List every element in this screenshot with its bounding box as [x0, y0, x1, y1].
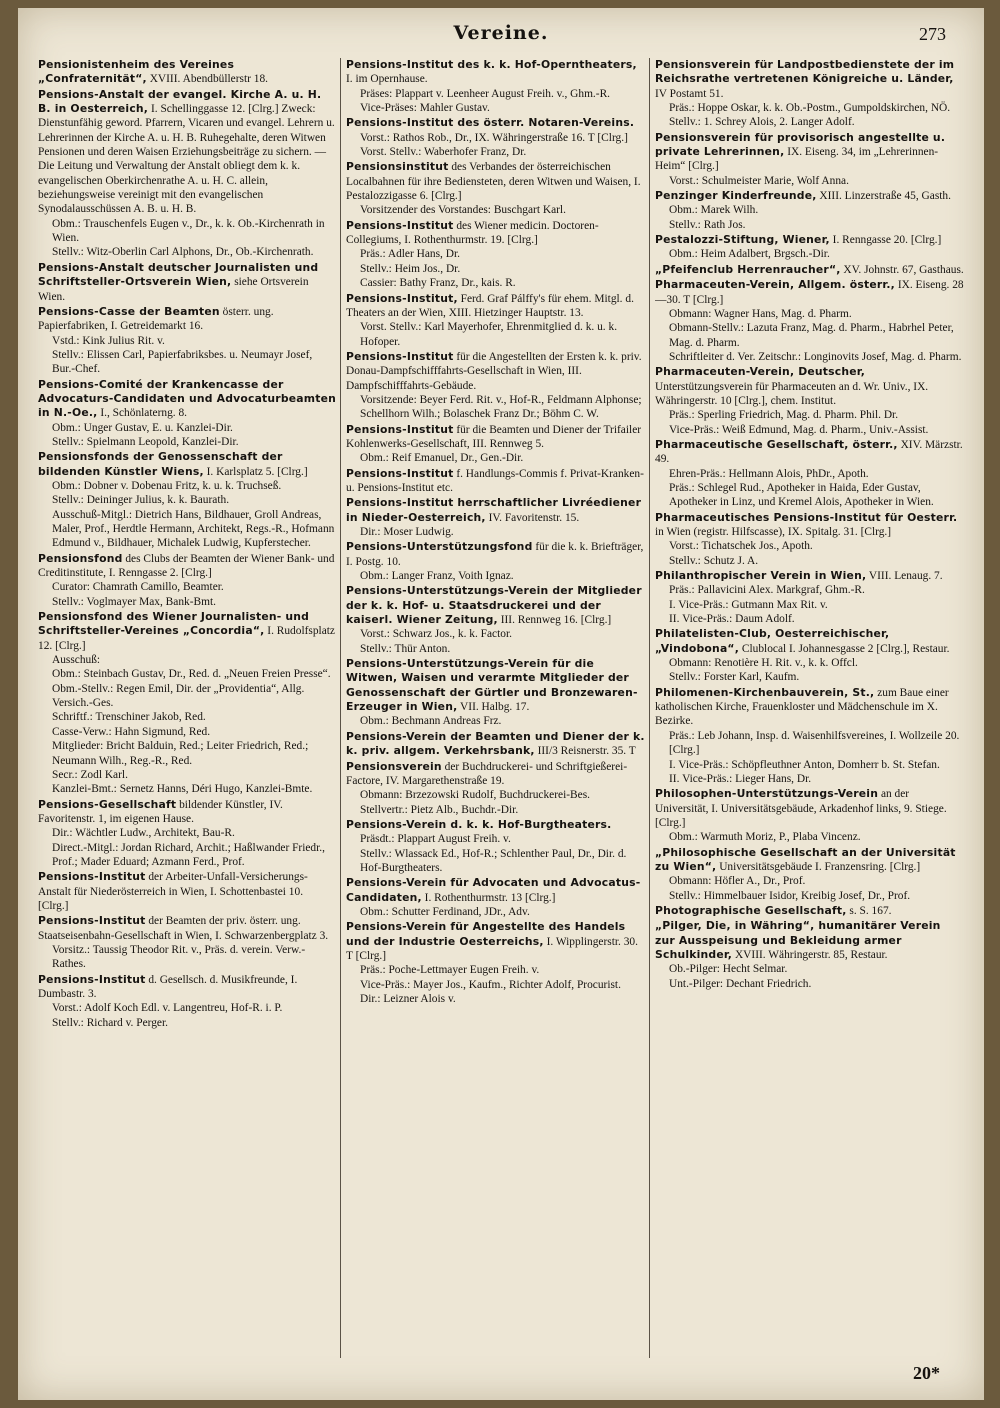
entry-text: IX. Eiseng. 34, im „Lehrerinnen-Heim“ [Clrg.]	[655, 146, 939, 173]
entry-detail-line: Obm.: Dobner v. Dobenau Fritz, k. u. k. Truchseß.	[52, 479, 282, 492]
running-header	[18, 22, 984, 52]
entry-name: Pensions-Verein der Beamten und Diener der k. k. priv. allgem. Verkehrsbank,	[346, 729, 645, 758]
entry-detail-line: II. Vice-Präs.: Daum Adolf.	[669, 613, 795, 626]
columns-container	[38, 58, 964, 1358]
entry-name: Pensions-Institut	[346, 349, 454, 363]
entry-detail-line: Obm.: Langer Franz, Voith Ignaz.	[360, 570, 514, 583]
entry-text: XVIII. Währingerstr. 85, Restaur.	[732, 948, 888, 961]
entry-detail-line: Schriftleiter d. Ver. Zeitschr.: Longinovits Josef, Mag. d. Pharm.	[669, 350, 962, 363]
entry-text: siehe Ortsverein Wien.	[38, 276, 309, 303]
entry-text: I. Wipplingerstr. 30. T [Clrg.]	[346, 935, 638, 962]
entry-text: VIII. Lenaug. 7.	[866, 570, 943, 583]
entry-detail-line: II. Vice-Präs.: Lieger Hans, Dr.	[669, 772, 812, 785]
entry-text: der Arbeiter-Unfall-Versicherungs-Anstalt für Niederösterreich in Wien, I. Schottenbastei 10. [Clrg.]	[38, 871, 308, 912]
entry-text: des Clubs der Beamten der Wiener Bank- und Creditinstitute, I. Renngasse 2. [Clrg.]	[38, 552, 335, 580]
entry-name: Pensions-Unterstützungs-Verein für die Witwen, Waisen und verarmte Mitglieder der Genossenschaft der Gürtler und Bronzewaren-Erzeuger in Wien,	[346, 657, 638, 714]
entry-detail-line: Ausschuß-Mitgl.: Dietrich Hans, Bildhauer, Groll Andreas, Maler, Prof., Herdtle Hermann, Architekt, Regs.-R., Hofmann Edmund v., Bildhauer, Michalek Ludwig, Kupferstecher.	[52, 508, 335, 550]
entry-text: bildender Künstler, IV. Favoritenstr. 1, im eigenen Hause.	[38, 798, 283, 825]
directory-entry	[346, 818, 645, 875]
entry-text: VII. Halbg. 17.	[457, 701, 530, 714]
directory-entry	[346, 584, 645, 656]
entry-detail-line: Stellv.: Elissen Carl, Papierfabriksbes. u. Neumayr Josef, Bur.-Chef.	[52, 348, 313, 376]
entry-name: Pensionsfonds der Genossenschaft der bildenden Künstler Wiens,	[38, 450, 283, 478]
entry-name: Pharmaceutisches Pensions-Institut für Oesterr.	[655, 510, 958, 524]
entry-name: „Pilger, Die, in Währing“, humanitärer Verein zur Ausspeisung und Bekleidung armer Schulkinder,	[655, 919, 941, 961]
entry-detail-line: Vorsitzende: Beyer Ferd. Rit. v., Hof-R., Feldmann Alphonse; Schellhorn Wilh.; Bolaschek Franz Dr.; Böhm C. W.	[360, 393, 642, 421]
entry-text: XIII. Linzerstraße 45, Gasth.	[816, 190, 951, 203]
entry-name: Photographische Gesellschaft,	[655, 903, 847, 917]
entry-detail-line: Kanzlei-Bmt.: Sernetz Hanns, Déri Hugo, Kanzlei-Bmte.	[52, 783, 313, 796]
entry-text: I. Schellinggasse 12. [Clrg.] Zweck: Dienstunfähig geword. Pfarrern, Vicaren und evangel. Lehrern u. Lehrerinnen der Kirche A. u. H. B. Ruhegehalte, deren Witwen Pensionen und deren Waisen Erziehungsbeiträge zu sichern. — Die Leitung und Verwaltung der Anstalt obliegt dem k. k. evangelischen Oberkirchenrathe A. u. H. C. allein, beziehungsweise vereinigt mit den evangelischen Synodalausschüssen A. B. u. H. B.	[38, 103, 335, 216]
entry-text: I., Schönlaterng. 8.	[97, 407, 188, 420]
directory-entry	[655, 846, 964, 903]
entry-text: IX. Eiseng. 28—30. T [Clrg.]	[655, 279, 964, 306]
entry-name: Philosophen-Unterstützungs-Verein	[655, 787, 879, 801]
entry-detail-line: Vice-Präses: Mahler Gustav.	[360, 102, 490, 115]
directory-entry	[346, 350, 645, 422]
entry-text: XIV. Märzstr. 49.	[655, 438, 963, 466]
entry-text: IV. Favoritenstr. 15.	[485, 511, 580, 524]
entry-detail-line: Obm.: Steinbach Gustav, Dr., Red. d. „Neuen Freien Presse“.	[52, 668, 331, 681]
entry-detail-line: Präs.: Sperling Friedrich, Mag. d. Pharm. Phil. Dr.	[669, 409, 899, 422]
entry-detail-line: Obm.-Stellv.: Regen Emil, Dir. der „Providentia“, Allg. Versich.-Ges.	[52, 682, 305, 710]
entry-detail-line: Obmann-Stellv.: Lazuta Franz, Mag. d. Pharm., Habrhel Peter, Mag. d. Pharm.	[669, 322, 954, 349]
entry-detail-line: Stellv.: Wlassack Ed., Hof-R.; Schlenther Paul, Dr., Dir. d. Hof-Burgtheaters.	[360, 847, 627, 874]
entry-detail-line: Obmann: Höfler A., Dr., Prof.	[669, 875, 806, 888]
entry-detail-line: Vorst.: Tichatschek Jos., Apoth.	[669, 540, 813, 553]
entry-detail-line: Obm.: Unger Gustav, E. u. Kanzlei-Dir.	[52, 421, 233, 434]
entry-name: Philatelisten-Club, Oesterreichischer, „Vindobona“,	[655, 627, 890, 655]
page-number: 273	[919, 24, 946, 44]
entry-name: Pensions-Casse der Beamten	[38, 304, 220, 318]
directory-entry	[346, 423, 645, 466]
directory-entry	[346, 540, 645, 583]
entry-text: zum Baue einer katholischen Kirche, Frauenkloster und Mädchenschule im X. Bezirke.	[655, 686, 949, 728]
entry-name: Pensions-Institut	[38, 870, 146, 884]
column-left	[38, 58, 336, 1358]
entry-name: Penzinger Kinderfreunde,	[655, 189, 817, 203]
entry-name: Pensions-Gesellschaft	[38, 797, 177, 811]
entry-name: Pensions-Institut des österr. Notaren-Vereins.	[346, 116, 635, 130]
entry-text: Universitätsgebäude I. Franzensring. [Clrg.]	[716, 860, 921, 873]
directory-entry	[655, 58, 964, 130]
entry-name: Pensionsfond	[38, 551, 123, 565]
entry-detail-line: Vorst. Stellv.: Karl Mayerhofer, Ehrenmitglied d. k. u. k. Hofoper.	[360, 321, 618, 348]
entry-name: Pensions-Unterstützungs-Verein der Mitglieder der k. k. Hof- u. Staatsdruckerei und der kaiserl. Wiener Zeitung,	[346, 584, 642, 627]
page-title: Vereine.	[453, 22, 549, 44]
entry-text: XVIII. Abendbüllerstr 18.	[146, 73, 269, 86]
entry-name: Pensions-Institut,	[346, 291, 458, 305]
directory-entry	[38, 798, 336, 870]
entry-detail-line: Stellv.: 1. Schrey Alois, 2. Langer Adolf.	[669, 116, 855, 129]
entry-detail-line: Präs.: Poche-Lettmayer Eugen Freih. v.	[360, 964, 540, 977]
entry-detail-line: Vorst.: Schwarz Jos., k. k. Factor.	[360, 628, 512, 641]
entry-detail-line: Stellv.: Forster Karl, Kaufm.	[669, 671, 800, 684]
directory-entry	[655, 627, 964, 684]
entry-detail-line: Präses: Plappart v. Leenheer August Freih. v., Ghm.-R.	[360, 87, 611, 100]
entry-detail-line: I. Vice-Präs.: Schöpfleuthner Anton, Domherr b. St. Stefan.	[669, 758, 940, 771]
directory-entry	[655, 438, 964, 510]
signature-mark: 20*	[913, 1363, 940, 1383]
entry-detail-line: Stellv.: Spielmann Leopold, Kanzlei-Dir.	[52, 435, 239, 448]
entry-detail-line: Ausschuß:	[52, 654, 101, 667]
entry-detail-line: Vice-Präs.: Mayer Jos., Kaufm., Richter Adolf, Procurist.	[360, 978, 621, 991]
entry-detail-line: Vstd.: Kink Julius Rit. v.	[52, 334, 165, 347]
entry-detail-line: Vorst.: Rathos Rob., Dr., IX. Währingerstraße 16. T [Clrg.]	[360, 131, 628, 144]
directory-entry	[346, 292, 645, 349]
entry-text: d. Gesellsch. d. Musikfreunde, I. Dumbastr. 3.	[38, 973, 298, 1000]
entry-detail-line: Stellv.: Himmelbauer Isidor, Kreibig Josef, Dr., Prof.	[669, 889, 911, 902]
entry-text: I. Karlsplatz 5. [Clrg.]	[203, 465, 308, 478]
entry-text: für die k. k. Briefträger, I. Postg. 10.	[346, 541, 644, 568]
entry-detail-line: Stellv.: Heim Jos., Dr.	[360, 262, 461, 275]
entry-text: s. S. 167.	[846, 904, 892, 917]
entry-name: Pensionsverein	[346, 759, 442, 773]
entry-detail-line: Vorsitz.: Taussig Theodor Rit. v., Präs. d. verein. Verw.-Rathes.	[52, 943, 306, 971]
entry-text: an der Universität, I. Universitätsgebäude, Arkadenhof links, 9. Stiege. [Clrg.]	[655, 788, 947, 829]
entry-text: österr. ung. Papierfabriken, I. Getreidemarkt 16.	[38, 305, 274, 333]
entry-detail-line: Obm.: Schutter Ferdinand, JDr., Adv.	[360, 905, 530, 918]
column-middle	[346, 58, 645, 1358]
entry-detail-line: Casse-Verw.: Hahn Sigmund, Red.	[52, 725, 211, 738]
entry-detail-line: Obm.: Trauschenfels Eugen v., Dr., k. k. Ob.-Kirchenrath in Wien.	[52, 217, 325, 245]
entry-text: I. im Opernhause.	[346, 73, 428, 86]
directory-entry	[655, 511, 964, 568]
entry-text: der Beamten der priv. österr. ung. Staatseisenbahn-Gesellschaft in Wien, I. Schwarzenbergplatz 3.	[38, 915, 329, 942]
directory-entry	[655, 189, 964, 232]
book-page	[18, 8, 984, 1400]
entry-detail-line: Obm.: Marek Wilh.	[669, 204, 759, 217]
entry-name: Pensions-Institut	[346, 218, 454, 232]
entry-name: Pensions-Institut des k. k. Hof-Operntheaters,	[346, 58, 637, 71]
entry-detail-line: Stellv.: Rath Jos.	[669, 218, 746, 231]
entry-text: I. Rudolfsplatz 12. [Clrg.]	[38, 625, 335, 652]
entry-name: Pensionistenheim des Vereines „Confraternität“,	[38, 58, 235, 86]
entry-detail-line: Präs.: Hoppe Oskar, k. k. Ob.-Postm., Gumpoldskirchen, NÖ.	[669, 102, 951, 115]
entry-detail-line: Präs.: Schlegel Rud., Apotheker in Haida, Eder Gustav, Apotheker in Linz, und Kremel Alois, Apotheker in Wien.	[669, 481, 934, 509]
entry-name: Pensionsverein für provisorisch angestellte u. private Lehrerinnen,	[655, 130, 946, 159]
directory-entry	[346, 920, 645, 1006]
entry-detail-line: Stellvertr.: Pietz Alb., Buchdr.-Dir.	[360, 803, 519, 816]
entry-name: Pensions-Unterstützungsfond	[346, 540, 533, 554]
entry-detail-line: Mitglieder: Bricht Balduin, Red.; Leiter Friedrich, Red.; Neumann Wilh., Reg.-R., Red.	[52, 740, 309, 767]
directory-entry	[346, 58, 645, 115]
entry-name: Pensionsfond des Wiener Journalisten- und Schriftsteller-Vereines „Concordia“,	[38, 610, 310, 638]
entry-detail-line: Stellv.: Richard v. Perger.	[52, 1016, 168, 1029]
entry-name: Pestalozzi-Stiftung, Wiener,	[655, 233, 830, 247]
entry-detail-line: Dir.: Moser Ludwig.	[360, 526, 454, 538]
entry-text: der Buchdruckerei- und Schriftgießerei-Factore, IV. Margarethenstraße 19.	[346, 760, 628, 787]
entry-detail-line: Präs.: Leb Johann, Insp. d. Waisenhilfsvereines, I. Wollzeile 20. [Clrg.]	[669, 729, 960, 757]
directory-entry	[38, 552, 336, 609]
entry-name: Philanthropischer Verein in Wien,	[655, 569, 867, 583]
entry-detail-line: Vorst.: Adolf Koch Edl. v. Langentreu, Hof-R. i. P.	[52, 1002, 283, 1015]
entry-text: für die Beamten und Diener der Trifailer Kohlenwerks-Gesellschaft, III. Rennweg 5.	[346, 423, 642, 450]
directory-entry	[346, 657, 645, 729]
directory-entry	[655, 686, 964, 786]
entry-detail-line: Obm.: Reif Emanuel, Dr., Gen.-Dir.	[360, 452, 524, 465]
entry-name: Pensions-Institut	[38, 972, 146, 986]
entry-name: Pensions-Comité der Krankencasse der Advocaturs-Candidaten und Advocaturbeamten in N.-Oe.,	[38, 377, 336, 420]
entry-detail-line: Ob.-Pilger: Hecht Selmar.	[669, 963, 788, 976]
entry-detail-line: Präs.: Adler Hans, Dr.	[360, 248, 460, 261]
entry-detail-line: Stellv.: Schutz J. A.	[669, 554, 759, 567]
directory-entry	[655, 365, 964, 437]
directory-entry	[38, 450, 336, 550]
entry-detail-line: Obmann: Wagner Hans, Mag. d. Pharm.	[669, 307, 852, 320]
directory-entry	[38, 378, 336, 450]
entry-name: Pensions-Institut	[346, 422, 454, 436]
entry-text: III. Rennweg 16. [Clrg.]	[497, 614, 612, 627]
entry-detail-line: Obmann: Brzezowski Rudolf, Buchdruckerei-Bes.	[360, 789, 590, 802]
directory-entry	[38, 914, 336, 971]
entry-detail-line: I. Vice-Präs.: Gutmann Max Rit. v.	[669, 598, 828, 611]
entry-text: IV Postamt 51.	[655, 87, 724, 100]
entry-name: Pensions-Anstalt der evangel. Kirche A. u. H. B. in Oesterreich,	[38, 87, 322, 116]
directory-entry	[38, 305, 336, 377]
entry-detail-line: Präsdt.: Plappart August Freih. v.	[360, 833, 511, 846]
entry-text: Unterstützungsverein für Pharmaceuten an d. Wr. Univ., IX. Währingerstr. 10 [Clrg.], chem. Institut.	[655, 380, 929, 407]
directory-entry	[655, 278, 964, 364]
entry-name: Pensions-Institut	[38, 914, 146, 928]
entry-detail-line: Vorst.: Schulmeister Marie, Wolf Anna.	[669, 174, 849, 187]
directory-entry	[655, 569, 964, 626]
entry-detail-line: Cassier: Bathy Franz, Dr., kais. R.	[360, 277, 516, 290]
entry-text: III/3 Reisnerstr. 35. T	[534, 745, 636, 758]
directory-entry	[38, 610, 336, 796]
entry-detail-line: Ehren-Präs.: Hellmann Alois, PhDr., Apoth.	[669, 467, 869, 480]
directory-entry	[346, 496, 645, 539]
directory-entry	[346, 760, 645, 817]
directory-entry	[655, 919, 964, 991]
directory-entry	[38, 261, 336, 304]
directory-entry	[38, 88, 336, 260]
entry-name: Philomenen-Kirchenbauverein, St.,	[655, 685, 875, 699]
entry-name: Pensions-Anstalt deutscher Journalisten und Schriftsteller-Ortsverein Wien,	[38, 260, 319, 289]
directory-entry	[38, 973, 336, 1030]
entry-detail-line: Obm.: Heim Adalbert, Brgsch.-Dir.	[669, 248, 830, 261]
entry-detail-line: Unt.-Pilger: Dechant Friedrich.	[669, 977, 812, 990]
column-divider	[340, 58, 341, 1358]
entry-text: XV. Johnstr. 67, Gasthaus.	[840, 263, 964, 276]
entry-name: „Pfeifenclub Herrenraucher“,	[655, 262, 841, 276]
entry-text: in Wien (registr. Hilfscasse), IX. Spitalg. 31. [Clrg.]	[655, 526, 892, 538]
entry-text: für die Angestellten der Ersten k. k. priv. Donau-Dampfschifffahrts-Gesellschaft in Wien, III. Dampfschifffahrts-Gebäude.	[346, 350, 642, 392]
entry-text: I. Rothenthurmstr. 13 [Clrg.]	[421, 891, 556, 904]
entry-name: Pensions-Verein d. k. k. Hof-Burgtheaters.	[346, 817, 612, 831]
entry-detail-line: Stellv.: Witz-Oberlin Carl Alphons, Dr., Ob.-Kirchenrath.	[52, 246, 314, 259]
directory-entry	[346, 116, 645, 159]
entry-name: Pharmaceuten-Verein, Allgem. österr.,	[655, 278, 895, 292]
directory-entry	[346, 160, 645, 217]
entry-detail-line: Stellv.: Thür Anton.	[360, 642, 451, 655]
entry-detail-line: Dir.: Leizner Alois v.	[360, 993, 456, 1005]
entry-detail-line: Obm.: Bechmann Andreas Frz.	[360, 715, 502, 728]
entry-name: Pensions-Verein für Advocaten und Advocatus-Candidaten,	[346, 876, 641, 904]
entry-name: Pharmaceutische Gesellschaft, österr.,	[655, 437, 898, 451]
directory-entry	[655, 233, 964, 262]
entry-detail-line: Dir.: Wächtler Ludw., Architekt, Bau-R.	[52, 827, 235, 840]
directory-entry	[655, 904, 964, 918]
entry-name: Pensionsverein für Landpostbedienstete der im Reichsrathe vertretenen Königreiche u. Länder,	[655, 58, 955, 86]
entry-detail-line: Stellv.: Voglmayer Max, Bank-Bmt.	[52, 595, 216, 608]
directory-entry	[38, 870, 336, 913]
directory-entry	[655, 787, 964, 844]
entry-name: Pensionsinstitut	[346, 160, 449, 174]
entry-text: Clublocal I. Johannesgasse 2 [Clrg.], Restaur.	[739, 642, 950, 655]
directory-entry	[346, 876, 645, 919]
directory-entry	[346, 219, 645, 291]
entry-detail-line: Stellv.: Deininger Julius, k. k. Baurath.	[52, 494, 230, 507]
entry-detail-line: Obm.: Warmuth Moriz, P., Plaba Vincenz.	[669, 831, 861, 844]
entry-detail-line: Direct.-Mitgl.: Jordan Richard, Archit.; Haßlwander Friedr., Prof.; Mader Eduard; Azmann Ferd., Prof.	[52, 841, 325, 868]
directory-entry	[655, 263, 964, 277]
entry-text: f. Handlungs-Commis f. Privat-Kranken- u. Pensions-Institut etc.	[346, 467, 644, 494]
entry-detail-line: Präs.: Pallavicini Alex. Markgraf, Ghm.-R.	[669, 584, 865, 597]
column-right	[655, 58, 964, 1358]
entry-detail-line: Vice-Präs.: Weiß Edmund, Mag. d. Pharm., Univ.-Assist.	[669, 423, 929, 436]
entry-text: I. Renngasse 20. [Clrg.]	[829, 234, 942, 247]
entry-detail-line: Vorsitzender des Vorstandes: Buschgart Karl.	[360, 204, 566, 217]
entry-detail-line: Vorst. Stellv.: Waberhofer Franz, Dr.	[360, 146, 527, 159]
directory-entry	[38, 58, 336, 87]
entry-detail-line: Curator: Chamrath Camillo, Beamter.	[52, 581, 224, 594]
entry-detail-line: Obmann: Renotière H. Rit. v., k. k. Offcl.	[669, 657, 858, 670]
entry-text: des Verbandes der österreichischen Localbahnen für ihre Bediensteten, deren Witwen und Waisen, I. Pestalozzigasse 6. [Clrg.]	[346, 161, 641, 203]
entry-name: Pensions-Verein für Angestellte des Handels und der Industrie Oesterreichs,	[346, 920, 626, 948]
directory-entry	[655, 131, 964, 188]
entry-detail-line: Schriftf.: Trenschiner Jakob, Red.	[52, 711, 206, 724]
entry-name: Pharmaceuten-Verein, Deutscher,	[655, 365, 866, 379]
entry-name: Pensions-Institut herrschaftlicher Livréediener in Nieder-Oesterreich,	[346, 496, 642, 524]
entry-name: Pensions-Institut	[346, 466, 454, 480]
entry-text: des Wiener medicin. Doctoren-Collegiums, I. Rothenthurmstr. 19. [Clrg.]	[346, 219, 599, 247]
directory-entry	[346, 467, 645, 496]
directory-entry	[346, 730, 645, 759]
column-divider	[649, 58, 650, 1358]
entry-text: Ferd. Graf Pálffy's für ehem. Mitgl. d. Theaters an der Wien, XIII. Hietzinger Hauptstr. 13.	[346, 292, 634, 319]
entry-detail-line: Secr.: Zodl Karl.	[52, 768, 128, 781]
entry-name: „Philosophische Gesellschaft an der Universität zu Wien“,	[655, 845, 956, 873]
